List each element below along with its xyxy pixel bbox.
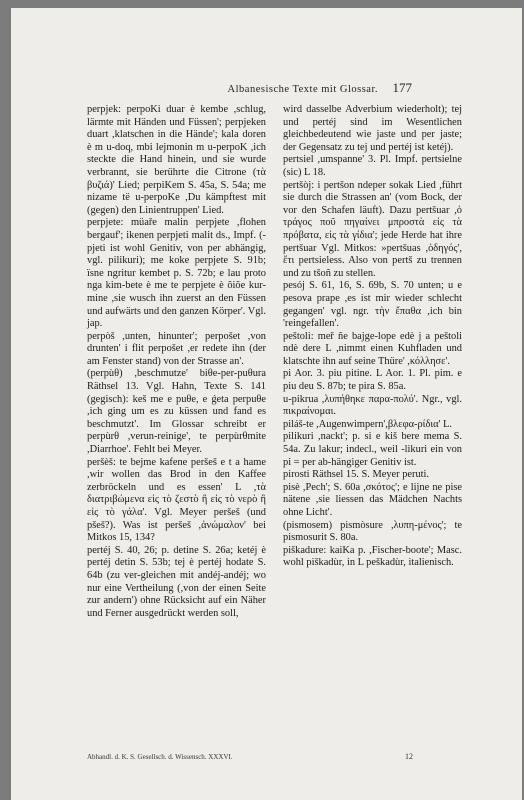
entry-pirosti: pirosti Räthsel 15. S. Meyer peruti. [283, 469, 430, 481]
entry-pi: pi Aor. 3. piu pitine. L Aor. 1. Pl. pim. e piu deu S. 87b; te pira S. 85a. [283, 368, 462, 393]
entry-pise: pisè ,Pech'; S. 60a ,σκότος'; e lijne ne pise nätene ,sie liessen das Mädchen Nachts ohne Licht'. [283, 481, 462, 518]
right-column [283, 104, 462, 570]
entry-pilikuri: pilikuri ,nackt'; p. si e kiš bere mema S. 54a. Zu lakur; indecl., weil -likuri ein von pi = per ab-hängiger Genitiv ist. [283, 431, 462, 468]
entry-perpjete: perpjete: müaře malin perpjete ,flohen bergauf'; ikenen perpjeti malit ds., Impf. (-pjeti ist wohl Genitiv, von per abhängig, vgl. pilikuri); me koke perpjete S. 91b; ïsne ngritur kembet p. S. 72b; e lau proto nga kim-bete è me te perpjete è ŏiŏe kur-mine ,sie wusch ihn zuerst an den Füssen und aufwärts und den ganzen Körper'. Vgl. jap. [87, 217, 266, 330]
entry-perpos: perpòš ,unten, hinunter'; perpošet ,von drunten' i flit perpošet ,er redete ihn (der am Fenster stand) von der Strasse an'. [87, 330, 266, 367]
entry-pertej: pertéj S. 40, 26; p. detine S. 26a; ketéj è pertéj detin S. 53b; tej è pertéj hodate S. 64b (zu ver-gleichen mit andéj-andéj; wo nur eine Vertheilung (,von der einen Seite zur andern') ohne Rücksicht auf ein Näher und Ferner ausgedrückt werden soll, [87, 544, 266, 619]
entry-u-pikrua: u-pikrua ,λυπήθηκε παρα-πολύ'. Ngr., vgl. πικραίνομαι. [283, 393, 462, 418]
entry-pertsiel: pertsiel ,umspanne' 3. Pl. Impf. pertsielne (sic) L 18. [283, 154, 462, 178]
signature-mark: 12 [405, 752, 413, 761]
entry-pesoj: pesój S. 61, 16, S. 69b, S. 70 unten; u e pesova prape ,es ist mir wieder schlecht gegangen' vgl. ngr. τὴν ἔπαθα ,ich bin 'reingefallen'. [283, 280, 462, 330]
entry-perputh: (perpùθ) ,beschmutze' biθe-per-puθura Räthsel 13. Vgl. Hahn, Texte S. 141 (gegisch): keš me e puθe, e ǵeta perpuθe ,ich ging um es zu küssen und fand es beschmutzt'. Im Glossar schreibt er perpùrθ ,verun-reinige', te perpùrθmite ,Diarrhoe'. Fehlt bei Meyer. [87, 368, 266, 456]
page-footer [87, 753, 462, 761]
footer-publisher: Abhandl. d. K. S. Gesellsch. d. Wissensch. XXXVI. [87, 753, 233, 761]
book-page [11, 8, 522, 800]
entry-perpjek: perpjek: perpoKi duar è kembe ,schlug, lärmte mit Händen und Füssen'; perpjeken duart ,klatschen in die Hände'; kala doren è m u-doq, mbi lejmonin m u-perpoK ,ich steckte die Hand hinein, und sie wurde verbrannt, sie berührte die Citrone (τὰ βυζιά)' Lied; perpiKem S. 45a, S. 54a; me nizame të u-perpoKe ,Du kämpftest mit (gegen) den Linientruppen' Lied. [87, 104, 266, 216]
left-column [87, 104, 266, 620]
entry-pertej-continued: wird dasselbe Adverbium wiederholt); tej und pertéj sind im Wesentlichen gleichbedeutend wie jaste und per jaste; der Gegensatz zu tej und pertéj ist ketéj). [283, 104, 462, 153]
page-number: 177 [392, 80, 412, 95]
entry-pertsoj: pertšòj: i pertšon ndeper sokak Lied ,führt sie durch die Strassen an' (vom Bock, der vor den Schafen läuft). Dazu pertšuar ,ὁ τράγος ποῦ πηγαίνει μπροστὰ εἰς τὰ πρόβατα, εἰς τὰ γίδια'; jede Herde hat ihre pertšuar Vgl. Mitkos: »pertšuas ,ὁδηγός', ἔτι pertsieless. Also von pertš zu trennen und zu tšoñ zu stellen. [283, 179, 462, 279]
entry-pismosem: (pismosem) pismòsure ,λυπη-μένος'; te pismosurit S. 80a. [283, 519, 462, 544]
entry-perses: peršèš: te bejme kafene peršeš e t a hame ,wir wollen das Brod in den Kaffee zerbröckeln und es essen' L ,τὰ διατριβώμενα εἰς τὸ ζεστὸ ἢ εἰς τὸ νερὸ ἢ εἰς τὸ γάλα'. Vgl. Meyer peršeš (und pšeš?). Was ist peršeš ,ἀνώμαλον' bei Mitkos 15, 134? [87, 456, 266, 544]
entry-piskadure: piškadure: kaiKa p. ,Fischer-boote'; Masc. wohl piškadùr, in L peškadùr, italienisch. [283, 544, 462, 569]
header-title: Albanesische Texte mit Glossar. [227, 84, 378, 95]
entry-pestoli: peštoli: meř ñe bajge-lope edè j a peštoli ndè dere L ,nimmt einen Kuhfladen und klatschte ihn auf seine Thüre' ,κόλλησε'. [283, 330, 462, 367]
entry-pilas: piláš-te ,Augenwimpern',βλεφα-ρίδια' L. [283, 418, 453, 430]
